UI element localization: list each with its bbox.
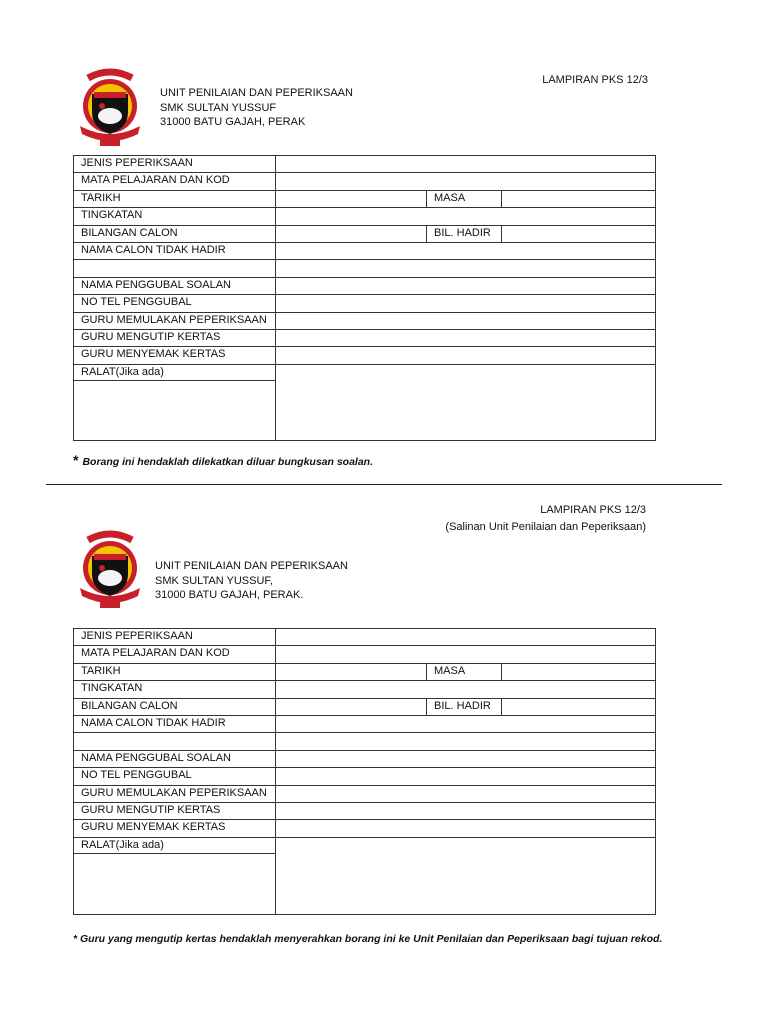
label-nama-calon-tidak-hadir: NAMA CALON TIDAK HADIR (74, 715, 276, 732)
field-guru-mengutip[interactable] (276, 802, 656, 819)
school-address-block (160, 86, 353, 130)
label-bil-hadir: BIL. HADIR (427, 698, 502, 715)
form1-reference: LAMPIRAN PKS 12/3 (542, 74, 648, 86)
field-jenis-peperiksaan[interactable] (276, 156, 656, 173)
field-tingkatan[interactable] (276, 208, 656, 225)
label-tingkatan: TINGKATAN (74, 208, 276, 225)
label-tarikh: TARIKH (74, 190, 276, 207)
field-bilangan-calon[interactable] (276, 698, 427, 715)
note-text: Borang ini hendaklah dilekatkan diluar bungkusan soalan. (82, 456, 374, 468)
school-address: 31000 BATU GAJAH, PERAK. (155, 589, 304, 601)
school-address-block (155, 559, 348, 603)
field-penggubal[interactable] (276, 277, 656, 294)
field-bil-hadir[interactable] (502, 698, 656, 715)
blank-label-cell (74, 260, 276, 277)
table-row (74, 733, 656, 750)
label-penggubal: NAMA PENGGUBAL SOALAN (74, 277, 276, 294)
label-guru-mengutip: GURU MENGUTIP KERTAS (74, 329, 276, 346)
form2-reference-subtitle: (Salinan Unit Penilaian dan Peperiksaan) (445, 521, 646, 533)
school-crest-logo (74, 530, 146, 610)
label-bilangan-calon: BILANGAN CALON (74, 698, 276, 715)
table-row (74, 629, 656, 646)
unit-name: UNIT PENILAIAN DAN PEPERIKSAAN (155, 560, 348, 572)
label-guru-memulakan: GURU MEMULAKAN PEPERIKSAAN (74, 312, 276, 329)
table-row (74, 768, 656, 785)
table-row (74, 715, 656, 732)
school-name: SMK SULTAN YUSSUF, (155, 574, 273, 587)
field-mata-pelajaran[interactable] (276, 646, 656, 663)
cut-line-divider (46, 484, 722, 485)
table-row (74, 312, 656, 329)
exam-form-table-2 (73, 628, 656, 915)
table-row (74, 260, 656, 277)
field-guru-memulakan[interactable] (276, 312, 656, 329)
label-mata-pelajaran: MATA PELAJARAN DAN KOD (74, 173, 276, 190)
table-row (74, 750, 656, 767)
unit-name: UNIT PENILAIAN DAN PEPERIKSAAN (160, 87, 353, 99)
label-no-tel: NO TEL PENGGUBAL (74, 295, 276, 312)
label-guru-memulakan: GURU MEMULAKAN PEPERIKSAAN (74, 785, 276, 802)
label-masa: MASA (427, 190, 502, 207)
field-tarikh[interactable] (276, 190, 427, 207)
field-masa[interactable] (502, 190, 656, 207)
field-tingkatan[interactable] (276, 681, 656, 698)
table-row (74, 663, 656, 680)
label-guru-mengutip: GURU MENGUTIP KERTAS (74, 802, 276, 819)
label-mata-pelajaran: MATA PELAJARAN DAN KOD (74, 646, 276, 663)
ralat-cell (74, 837, 276, 914)
field-bil-hadir[interactable] (502, 225, 656, 242)
note-asterisk: * (73, 452, 79, 468)
school-address: 31000 BATU GAJAH, PERAK (160, 116, 306, 128)
field-nama-calon-tidak-hadir[interactable] (276, 715, 656, 732)
field-no-tel[interactable] (276, 768, 656, 785)
table-row (74, 785, 656, 802)
field-masa[interactable] (502, 663, 656, 680)
field-nama-calon-tidak-hadir-2[interactable] (276, 260, 656, 277)
table-row (74, 277, 656, 294)
table-row (74, 156, 656, 173)
label-guru-menyemak: GURU MENYEMAK KERTAS (74, 347, 276, 364)
table-row (74, 190, 656, 207)
table-row (74, 295, 656, 312)
ralat-cell (74, 364, 276, 440)
label-ralat: RALAT(Jika ada) (74, 838, 275, 854)
label-bil-hadir: BIL. HADIR (427, 225, 502, 242)
exam-form-table-1 (73, 155, 656, 441)
field-guru-menyemak[interactable] (276, 347, 656, 364)
label-jenis-peperiksaan: JENIS PEPERIKSAAN (74, 629, 276, 646)
table-row (74, 820, 656, 837)
label-nama-calon-tidak-hadir: NAMA CALON TIDAK HADIR (74, 242, 276, 259)
label-masa: MASA (427, 663, 502, 680)
field-guru-memulakan[interactable] (276, 785, 656, 802)
field-ralat[interactable] (276, 837, 656, 914)
blank-label-cell (74, 733, 276, 750)
form2-reference-block (420, 502, 646, 536)
field-no-tel[interactable] (276, 295, 656, 312)
table-row (74, 837, 656, 914)
table-row (74, 347, 656, 364)
table-row (74, 329, 656, 346)
table-row (74, 698, 656, 715)
table-row (74, 681, 656, 698)
label-tingkatan: TINGKATAN (74, 681, 276, 698)
field-mata-pelajaran[interactable] (276, 173, 656, 190)
form2-note: * Guru yang mengutip kertas hendaklah menyerahkan borang ini ke Unit Penilaian dan Peperiksaan bagi tujuan rekod. (73, 933, 663, 945)
label-ralat: RALAT(Jika ada) (74, 365, 275, 381)
label-penggubal: NAMA PENGGUBAL SOALAN (74, 750, 276, 767)
form1-note (73, 452, 373, 468)
field-nama-calon-tidak-hadir-2[interactable] (276, 733, 656, 750)
school-name: SMK SULTAN YUSSUF (160, 101, 277, 114)
label-bilangan-calon: BILANGAN CALON (74, 225, 276, 242)
table-row (74, 646, 656, 663)
label-guru-menyemak: GURU MENYEMAK KERTAS (74, 820, 276, 837)
school-crest-logo (74, 68, 146, 148)
table-row (74, 242, 656, 259)
field-penggubal[interactable] (276, 750, 656, 767)
field-jenis-peperiksaan[interactable] (276, 629, 656, 646)
table-row (74, 225, 656, 242)
label-tarikh: TARIKH (74, 663, 276, 680)
field-ralat[interactable] (276, 364, 656, 440)
label-jenis-peperiksaan: JENIS PEPERIKSAAN (74, 156, 276, 173)
field-guru-menyemak[interactable] (276, 820, 656, 837)
field-guru-mengutip[interactable] (276, 329, 656, 346)
field-tarikh[interactable] (276, 663, 427, 680)
table-row (74, 364, 656, 440)
table-row (74, 173, 656, 190)
field-bilangan-calon[interactable] (276, 225, 427, 242)
label-no-tel: NO TEL PENGGUBAL (74, 768, 276, 785)
table-row (74, 802, 656, 819)
field-nama-calon-tidak-hadir[interactable] (276, 242, 656, 259)
form2-reference: LAMPIRAN PKS 12/3 (540, 504, 646, 516)
table-row (74, 208, 656, 225)
